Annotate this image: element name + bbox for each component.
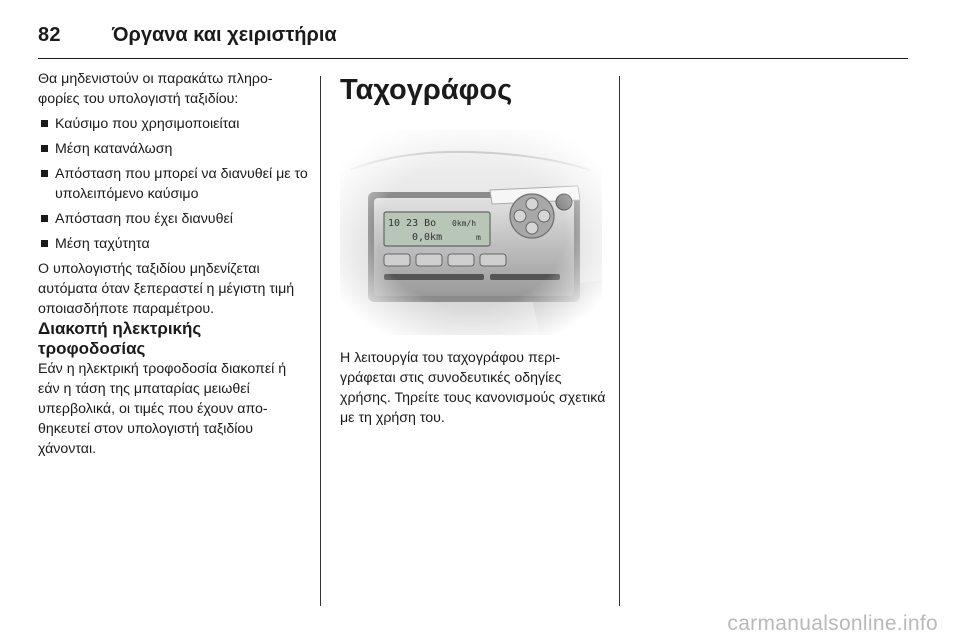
square-bullet-icon [41, 170, 48, 177]
list-item: Απόσταση που μπορεί να διανυθεί με το υπολειπόμενο καύσιμο [38, 164, 308, 204]
column-divider-left [320, 76, 321, 606]
power-interruption-heading: Διακοπή ηλεκτρικής τροφοδοσίας [38, 319, 202, 358]
right-column [340, 72, 605, 335]
page-number: 82 [38, 24, 61, 46]
power-interruption-paragraph: Εάν η ηλεκτρική τροφοδοσία διακοπεί ή εάν η τάση της μπαταρίας μειωθεί υπερβολικά, οι τιμές που έχουν απο- θηκευτεί στον υπολογιστή ταξιδίου χάνονται. [38, 361, 287, 457]
list-item: Καύσιμο που χρησιμοποιείται [38, 114, 308, 134]
square-bullet-icon [41, 240, 48, 247]
list-item: Μέση ταχύτητα [38, 234, 308, 254]
figure-caption: Η λειτουργία του ταχογράφου περι- γράφεται στις συνοδευτικές οδηγίες χρήσης. Τηρείτε τους κανονισμούς σχετικά με τη χρήση του. [340, 350, 606, 426]
column-divider-right [619, 76, 620, 606]
tachograph-illustration [340, 130, 602, 335]
watermark: carmanualsonline.info [727, 612, 938, 635]
section-title: Ταχογράφος [340, 74, 513, 106]
square-bullet-icon [41, 215, 48, 222]
trip-computer-reset-list [38, 114, 308, 254]
page-header [38, 8, 908, 59]
intro-paragraph: Θα μηδενιστούν οι παρακάτω πληρο- φορίες του υπολογιστή ταξιδίου: [38, 71, 273, 107]
square-bullet-icon [41, 145, 48, 152]
left-column [38, 69, 308, 459]
auto-reset-paragraph: Ο υπολογιστής ταξιδίου μηδενίζεται αυτόματα όταν ξεπεραστεί η μέγιστη τιμή οποιασδήποτε παραμέτρου. [38, 261, 295, 317]
chapter-title: Όργανα και χειριστήρια [112, 24, 337, 46]
list-item: Μέση κατανάλωση [38, 139, 308, 159]
square-bullet-icon [41, 120, 48, 127]
list-item: Απόσταση που έχει διανυθεί [38, 209, 308, 229]
tachograph-figure [340, 130, 602, 335]
